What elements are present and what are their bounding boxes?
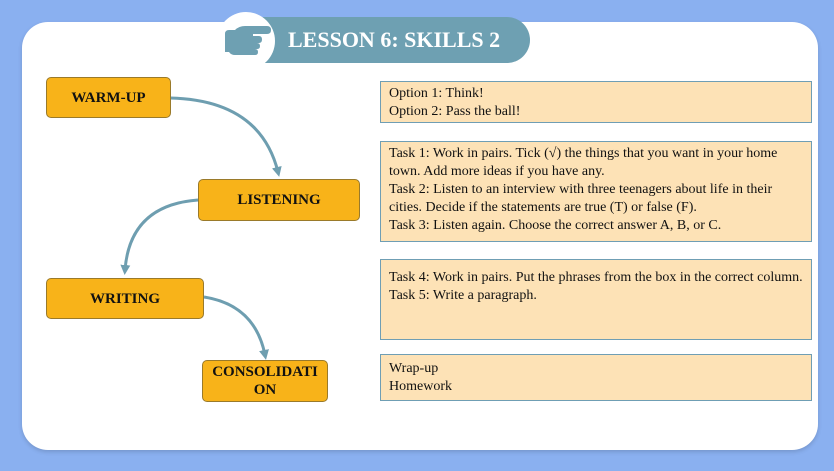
- listening-activities: [380, 141, 812, 242]
- activity-line: Option 1: Think!: [389, 86, 484, 101]
- stage-consolidation: [202, 360, 328, 402]
- stage-label: LISTENING: [237, 192, 321, 208]
- arrow-warmup-to-listening: [170, 98, 278, 172]
- warmup-activities: [380, 81, 812, 123]
- activity-line: Task 3: Listen again. Choose the correct answer A, B, or C.: [389, 218, 722, 233]
- stage-label: WARM-UP: [71, 89, 146, 106]
- stage-warmup: [46, 77, 171, 118]
- activity-line: Task 4: Work in pairs. Put the phrases from the box in the correct column.: [389, 270, 803, 285]
- activity-line: Task 5: Write a paragraph.: [389, 288, 537, 303]
- stage-writing: [46, 278, 204, 319]
- lesson-title: LESSON 6: SKILLS 2: [258, 17, 530, 63]
- activity-line: Homework: [389, 379, 452, 394]
- stage-listening: [198, 179, 360, 221]
- activity-line: Task 2: Listen to an interview with three teenagers about life in their cities. Decide if the statements are true (T) or false (F).: [389, 182, 773, 215]
- arrow-writing-to-consolidation: [204, 297, 265, 355]
- activity-line: Task 1: Work in pairs. Tick (√) the things that you want in your home town. Add more ideas if you have any.: [389, 146, 778, 179]
- stage-label: WRITING: [89, 290, 160, 307]
- writing-activities: [380, 259, 812, 340]
- arrow-listening-to-writing: [125, 200, 198, 270]
- activity-line: Option 2: Pass the ball!: [389, 104, 521, 119]
- consolidation-activities: [380, 354, 812, 401]
- activity-line: Wrap-up: [389, 361, 439, 376]
- stage-label: CONSOLIDATION: [212, 364, 318, 398]
